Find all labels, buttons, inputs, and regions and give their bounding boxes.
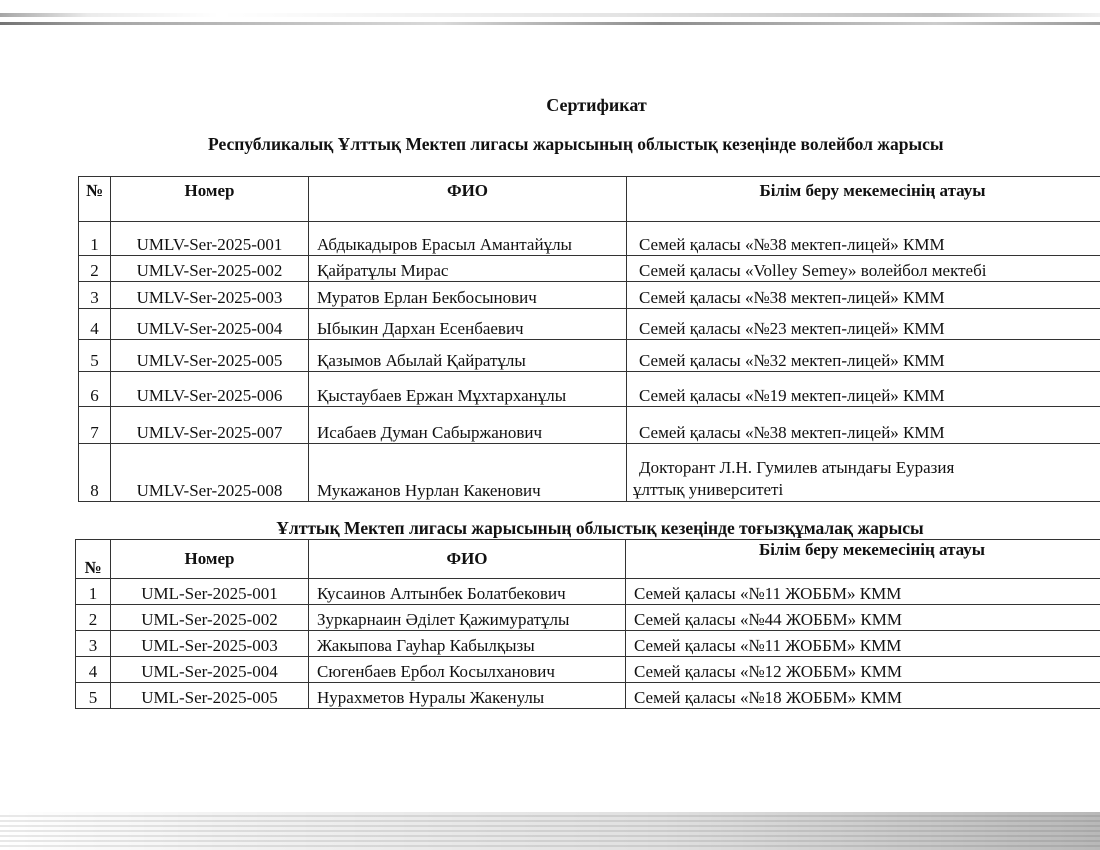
- row-num: 2: [79, 256, 111, 282]
- table-row: [79, 372, 1100, 407]
- header-name: ФИО: [309, 177, 627, 222]
- table-row: [76, 605, 1100, 631]
- row-org: Семей қаласы «№19 мектеп-лицей» КММ: [627, 372, 1100, 407]
- row-code: UML-Ser-2025-002: [111, 605, 309, 631]
- row-org: Семей қаласы «№11 ЖОББМ» КММ: [626, 631, 1100, 657]
- row-org: [627, 444, 1100, 502]
- row-name: Кусаинов Алтынбек Болатбекович: [309, 579, 626, 605]
- scan-artifact-top-line: [0, 22, 1100, 25]
- row-org: Семей қаласы «№38 мектеп-лицей» КММ: [627, 282, 1100, 309]
- row-org: Семей қаласы «№32 мектеп-лицей» КММ: [627, 340, 1100, 372]
- header-code: Номер: [111, 177, 309, 222]
- row-org: Семей қаласы «№11 ЖОББМ» КММ: [626, 579, 1100, 605]
- row-num: 5: [76, 683, 111, 709]
- scan-artifact-top-faint: [0, 13, 1100, 17]
- table-header-row: [79, 177, 1100, 222]
- row-num: 5: [79, 340, 111, 372]
- row-org: Семей қаласы «Volley Semey» волейбол мектебі: [627, 256, 1100, 282]
- header-org: Білім беру мекемесінің атауы: [626, 540, 1100, 579]
- row-org: Семей қаласы «№38 мектеп-лицей» КММ: [627, 222, 1100, 256]
- row-name: Қайратұлы Мирас: [309, 256, 627, 282]
- togyzkumalak-table: [75, 539, 1100, 709]
- row-num: 8: [79, 444, 111, 502]
- row-code: UML-Ser-2025-005: [111, 683, 309, 709]
- row-name: Нурахметов Нуралы Жакенулы: [309, 683, 626, 709]
- row-name: Мукажанов Нурлан Какенович: [309, 444, 627, 502]
- header-org: Білім беру мекемесінің атауы: [627, 177, 1100, 222]
- row-num: 7: [79, 407, 111, 444]
- table-row: [76, 631, 1100, 657]
- volleyball-table: [78, 176, 1100, 502]
- table-row: [76, 683, 1100, 709]
- table-row: [79, 444, 1100, 502]
- header-code: Номер: [111, 540, 309, 579]
- row-org: Семей қаласы «№44 ЖОББМ» КММ: [626, 605, 1100, 631]
- table-header-row: [76, 540, 1100, 579]
- row-num: 1: [79, 222, 111, 256]
- table-row: [79, 309, 1100, 340]
- table-row: [79, 222, 1100, 256]
- row-code: UMLV-Ser-2025-005: [111, 340, 309, 372]
- row-num: 6: [79, 372, 111, 407]
- table-row: [79, 256, 1100, 282]
- row-name: Исабаев Думан Сабыржанович: [309, 407, 627, 444]
- row-name: Абдыкадыров Ерасыл Амантайұлы: [309, 222, 627, 256]
- row-name: Ыбыкин Дархан Есенбаевич: [309, 309, 627, 340]
- section1-subtitle: Республикалық Ұлттық Мектеп лигасы жарысының облыстық кезеңінде волейбол жарысы: [208, 134, 944, 154]
- row-code: UMLV-Ser-2025-007: [111, 407, 309, 444]
- scan-artifact-bottom: [0, 812, 1100, 850]
- row-num: 4: [76, 657, 111, 683]
- header-num: №: [79, 177, 111, 222]
- table-row: [79, 340, 1100, 372]
- row-org: Семей қаласы «№18 ЖОББМ» КММ: [626, 683, 1100, 709]
- row-num: 2: [76, 605, 111, 631]
- row-code: UML-Ser-2025-004: [111, 657, 309, 683]
- row-code: UML-Ser-2025-001: [111, 579, 309, 605]
- row-code: UMLV-Ser-2025-006: [111, 372, 309, 407]
- row-name: Зуркарнаин Әділет Қажимуратұлы: [309, 605, 626, 631]
- table-row: [79, 407, 1100, 444]
- row-org-line2: ұлттық университеті: [633, 479, 784, 499]
- row-code: UMLV-Ser-2025-003: [111, 282, 309, 309]
- section2-subtitle: Ұлттық Мектеп лигасы жарысының облыстық кезеңінде тоғызқұмалақ жарысы: [276, 518, 924, 538]
- header-num: №: [76, 540, 111, 579]
- row-code: UMLV-Ser-2025-004: [111, 309, 309, 340]
- row-num: 4: [79, 309, 111, 340]
- row-org: Семей қаласы «№12 ЖОББМ» КММ: [626, 657, 1100, 683]
- row-num: 1: [76, 579, 111, 605]
- row-org: Семей қаласы «№38 мектеп-лицей» КММ: [627, 407, 1100, 444]
- certificate-title: Сертификат: [546, 95, 647, 115]
- header-name: ФИО: [309, 540, 626, 579]
- row-name: Қыстаубаев Ержан Мұхтарханұлы: [309, 372, 627, 407]
- row-org: Семей қаласы «№23 мектеп-лицей» КММ: [627, 309, 1100, 340]
- row-code: UMLV-Ser-2025-002: [111, 256, 309, 282]
- row-code: UML-Ser-2025-003: [111, 631, 309, 657]
- row-name: Муратов Ерлан Бекбосынович: [309, 282, 627, 309]
- row-name: Қазымов Абылай Қайратұлы: [309, 340, 627, 372]
- table-row: [76, 657, 1100, 683]
- table-row: [79, 282, 1100, 309]
- row-code: UMLV-Ser-2025-001: [111, 222, 309, 256]
- row-num: 3: [79, 282, 111, 309]
- row-code: UMLV-Ser-2025-008: [111, 444, 309, 502]
- row-name: Сюгенбаев Ербол Косылханович: [309, 657, 626, 683]
- table-row: [76, 579, 1100, 605]
- row-num: 3: [76, 631, 111, 657]
- row-org-line1: Докторант Л.Н. Гумилев атындағы Еуразия: [639, 457, 955, 477]
- row-name: Жакыпова Гауһар Кабылқызы: [309, 631, 626, 657]
